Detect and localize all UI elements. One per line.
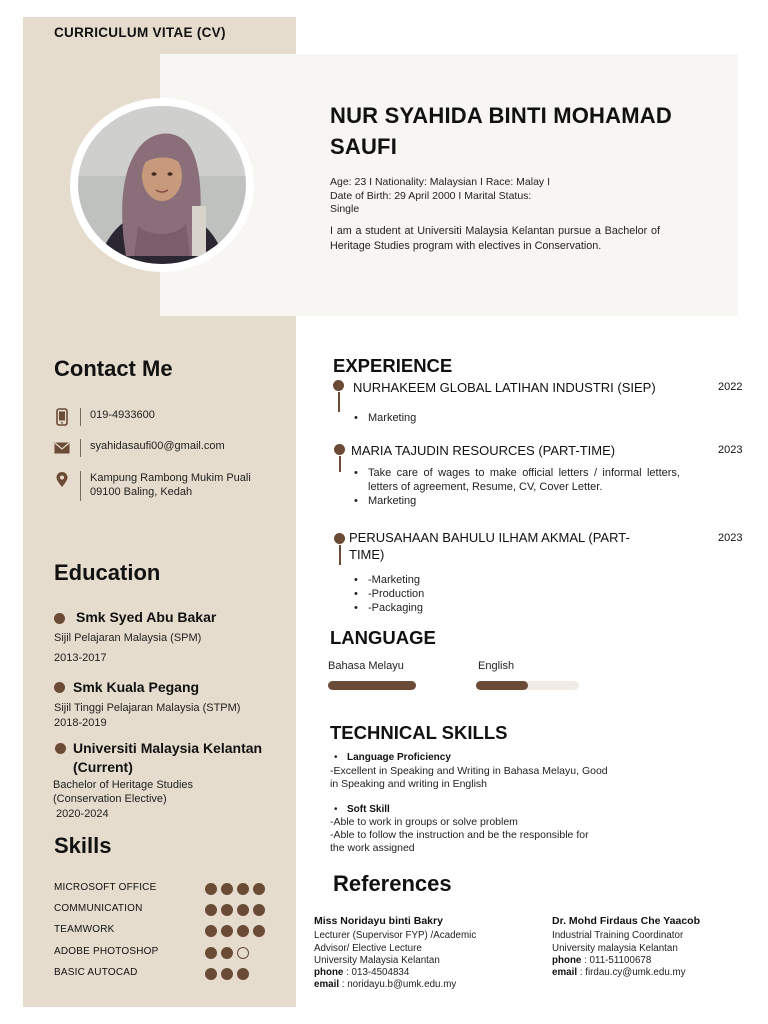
contact-address — [54, 471, 280, 501]
personal-details — [330, 176, 630, 217]
education-school-line: Universiti Malaysia Kelantan — [73, 740, 263, 756]
skill-dot-filled — [253, 925, 265, 937]
education-years: 2018-2019 — [54, 717, 107, 729]
reference-card — [552, 915, 752, 979]
education-school: Smk Syed Abu Bakar — [76, 609, 217, 625]
language-bar-fill — [328, 681, 416, 690]
skill-dot-filled — [237, 883, 249, 895]
email-address: syahidasaufi00@gmail.com — [90, 440, 225, 452]
list-bullet: • — [334, 752, 338, 763]
skill-dot-filled — [237, 904, 249, 916]
skill-dot-filled — [205, 883, 217, 895]
technical-line: -Able to follow the instruction and be the responsible for — [330, 829, 589, 841]
experience-heading: EXPERIENCE — [333, 355, 453, 376]
language-name: Bahasa Melayu — [328, 660, 404, 672]
education-bullet — [54, 613, 65, 624]
email-value: : noridayu.b@umk.edu.my — [339, 979, 457, 991]
education-years: 2020-2024 — [53, 808, 109, 820]
skill-dot-filled — [205, 968, 217, 980]
technical-line: in Speaking and writing in English — [330, 778, 488, 790]
technical-skills-heading: TECHNICAL SKILLS — [330, 722, 508, 743]
technical-group-title: Language Proficiency — [347, 752, 451, 763]
reference-line: Advisor/ Elective Lecture — [314, 942, 422, 954]
reference-line: Lecturer (Supervisor FYP) /Academic — [314, 930, 477, 942]
experience-year: 2023 — [718, 532, 743, 544]
experience-duty: • Marketing — [354, 411, 684, 425]
address-line: Kampung Rambong Mukim Puali — [90, 472, 251, 484]
skill-rating — [205, 968, 249, 980]
address-line: 09100 Baling, Kedah — [90, 486, 193, 498]
skills-heading: Skills — [54, 833, 112, 858]
experience-company-line: PERUSAHAAN BAHULU ILHAM AKMAL (PART- — [349, 530, 630, 545]
experience-timeline — [338, 392, 340, 412]
experience-duty: • Marketing — [354, 494, 680, 508]
personal-line: Age: 23 I Nationality: Malaysian I Race: Malay I — [330, 176, 551, 188]
reference-name: Miss Noridayu binti Bakry — [314, 915, 443, 927]
skill-rating — [205, 883, 265, 895]
map-pin-icon — [54, 471, 70, 489]
skill-rating — [205, 904, 265, 916]
skill-dot-filled — [221, 883, 233, 895]
reference-email — [552, 967, 752, 979]
skill-dot-filled — [221, 904, 233, 916]
technical-line: the work assigned — [330, 842, 415, 854]
email-value: : firdau.cy@umk.edu.my — [577, 967, 686, 979]
experience-duty: • -Packaging — [354, 601, 554, 615]
phone-label: phone — [552, 954, 582, 966]
language-bar — [328, 681, 416, 690]
skill-dot-filled — [205, 947, 217, 959]
education-bullet — [55, 743, 66, 754]
skill-name: ADOBE PHOTOSHOP — [54, 946, 159, 957]
reference-line: University malaysia Kelantan — [552, 942, 678, 954]
education-heading: Education — [54, 560, 161, 585]
education-qualification — [53, 778, 193, 806]
experience-company: NURHAKEEM GLOBAL LATIHAN INDUSTRI (SIEP) — [353, 380, 656, 395]
email-label: email — [314, 979, 340, 991]
reference-phone — [314, 967, 524, 979]
skill-dot-empty — [237, 947, 249, 959]
list-bullet: • — [334, 804, 338, 815]
phone-number: 019-4933600 — [90, 409, 155, 421]
reference-line: University Malaysia Kelantan — [314, 954, 440, 966]
skill-name: COMMUNICATION — [54, 903, 143, 914]
skill-name: BASIC AUTOCAD — [54, 967, 138, 978]
experience-bullet — [333, 380, 344, 391]
education-qualification-line: (Conservation Elective) — [53, 793, 167, 805]
contact-email — [54, 439, 280, 457]
cv-label: CURRICULUM VITAE (CV) — [54, 25, 226, 40]
language-heading: LANGUAGE — [330, 627, 436, 648]
technical-group-text — [330, 816, 589, 855]
profile-photo — [78, 106, 246, 264]
experience-timeline — [339, 456, 341, 472]
technical-group-title: Soft Skill — [347, 804, 390, 815]
contact-phone — [54, 408, 280, 426]
phone-value: : 011-51100678 — [581, 954, 652, 966]
contact-separator — [80, 471, 81, 501]
personal-line: Date of Birth: 29 April 2000 I Marital Status: — [330, 189, 532, 202]
experience-company: MARIA TAJUDIN RESOURCES (PART-TIME) — [351, 443, 616, 458]
email-label: email — [552, 967, 578, 979]
experience-year: 2022 — [718, 381, 743, 393]
experience-duties — [354, 573, 554, 615]
skill-name: TEAMWORK — [54, 924, 115, 935]
skill-dot-filled — [253, 904, 265, 916]
experience-bullet — [334, 533, 345, 544]
technical-line: -Excellent in Speaking and Writing in Bahasa Melayu, Good — [330, 765, 608, 777]
skill-dot-filled — [221, 947, 233, 959]
personal-line: Single — [330, 203, 360, 215]
language-name: English — [478, 660, 515, 672]
skill-dot-filled — [237, 925, 249, 937]
address — [90, 471, 280, 499]
education-qualification: Sijil Pelajaran Malaysia (SPM) — [54, 632, 202, 644]
phone-icon — [54, 408, 70, 426]
technical-line: -Able to work in groups or solve problem — [330, 816, 518, 828]
reference-email — [314, 979, 524, 991]
contact-separator — [80, 439, 81, 457]
phone-label: phone — [314, 967, 344, 979]
experience-bullet — [334, 444, 345, 455]
skill-dot-filled — [237, 968, 249, 980]
contact-heading: Contact Me — [54, 356, 173, 381]
skill-dot-filled — [253, 883, 265, 895]
technical-group-text — [330, 765, 608, 791]
education-qualification: Sijil Tinggi Pelajaran Malaysia (STPM) — [54, 702, 241, 714]
experience-duties — [354, 411, 684, 425]
reference-card — [314, 915, 524, 992]
references-heading: References — [333, 871, 452, 896]
education-bullet — [54, 682, 65, 693]
reference-line: Industrial Training Coordinator — [552, 930, 684, 942]
education-school-line: (Current) — [73, 759, 133, 775]
skill-rating — [205, 947, 249, 959]
reference-name: Dr. Mohd Firdaus Che Yaacob — [552, 915, 701, 927]
experience-company — [349, 529, 630, 563]
skill-dot-filled — [221, 925, 233, 937]
experience-company-line: TIME) — [349, 547, 385, 562]
candidate-name: NUR SYAHIDA BINTI MOHAMAD SAUFI — [330, 103, 672, 159]
education-school — [73, 739, 262, 777]
education-school: Smk Kuala Pegang — [73, 679, 200, 695]
skill-dot-filled — [205, 925, 217, 937]
phone-value: : 013-4504834 — [343, 967, 410, 979]
language-bar — [476, 681, 579, 690]
language-bar-fill — [476, 681, 528, 690]
experience-duty: • Take care of wages to make official letters / informal letters, letters of agreement, Resume, CV, Cover Letter. — [354, 466, 680, 494]
skill-rating — [205, 925, 265, 937]
skill-dot-filled — [205, 904, 217, 916]
skill-dot-filled — [221, 968, 233, 980]
contact-separator — [80, 408, 81, 426]
experience-timeline — [339, 545, 341, 565]
experience-duty: • -Marketing — [354, 573, 554, 587]
reference-phone — [552, 955, 752, 967]
envelope-icon — [54, 439, 70, 457]
skill-name: MICROSOFT OFFICE — [54, 882, 157, 893]
education-years: 2013-2017 — [54, 652, 107, 664]
experience-duty: • -Production — [354, 587, 554, 601]
profile-summary: I am a student at Universiti Malaysia Kelantan pursue a Bachelor of Heritage Studies program with electives in Conservation. — [330, 225, 660, 252]
education-qualification-line: Bachelor of Heritage Studies — [53, 779, 194, 791]
experience-year: 2023 — [718, 444, 743, 456]
experience-duties — [354, 466, 680, 508]
